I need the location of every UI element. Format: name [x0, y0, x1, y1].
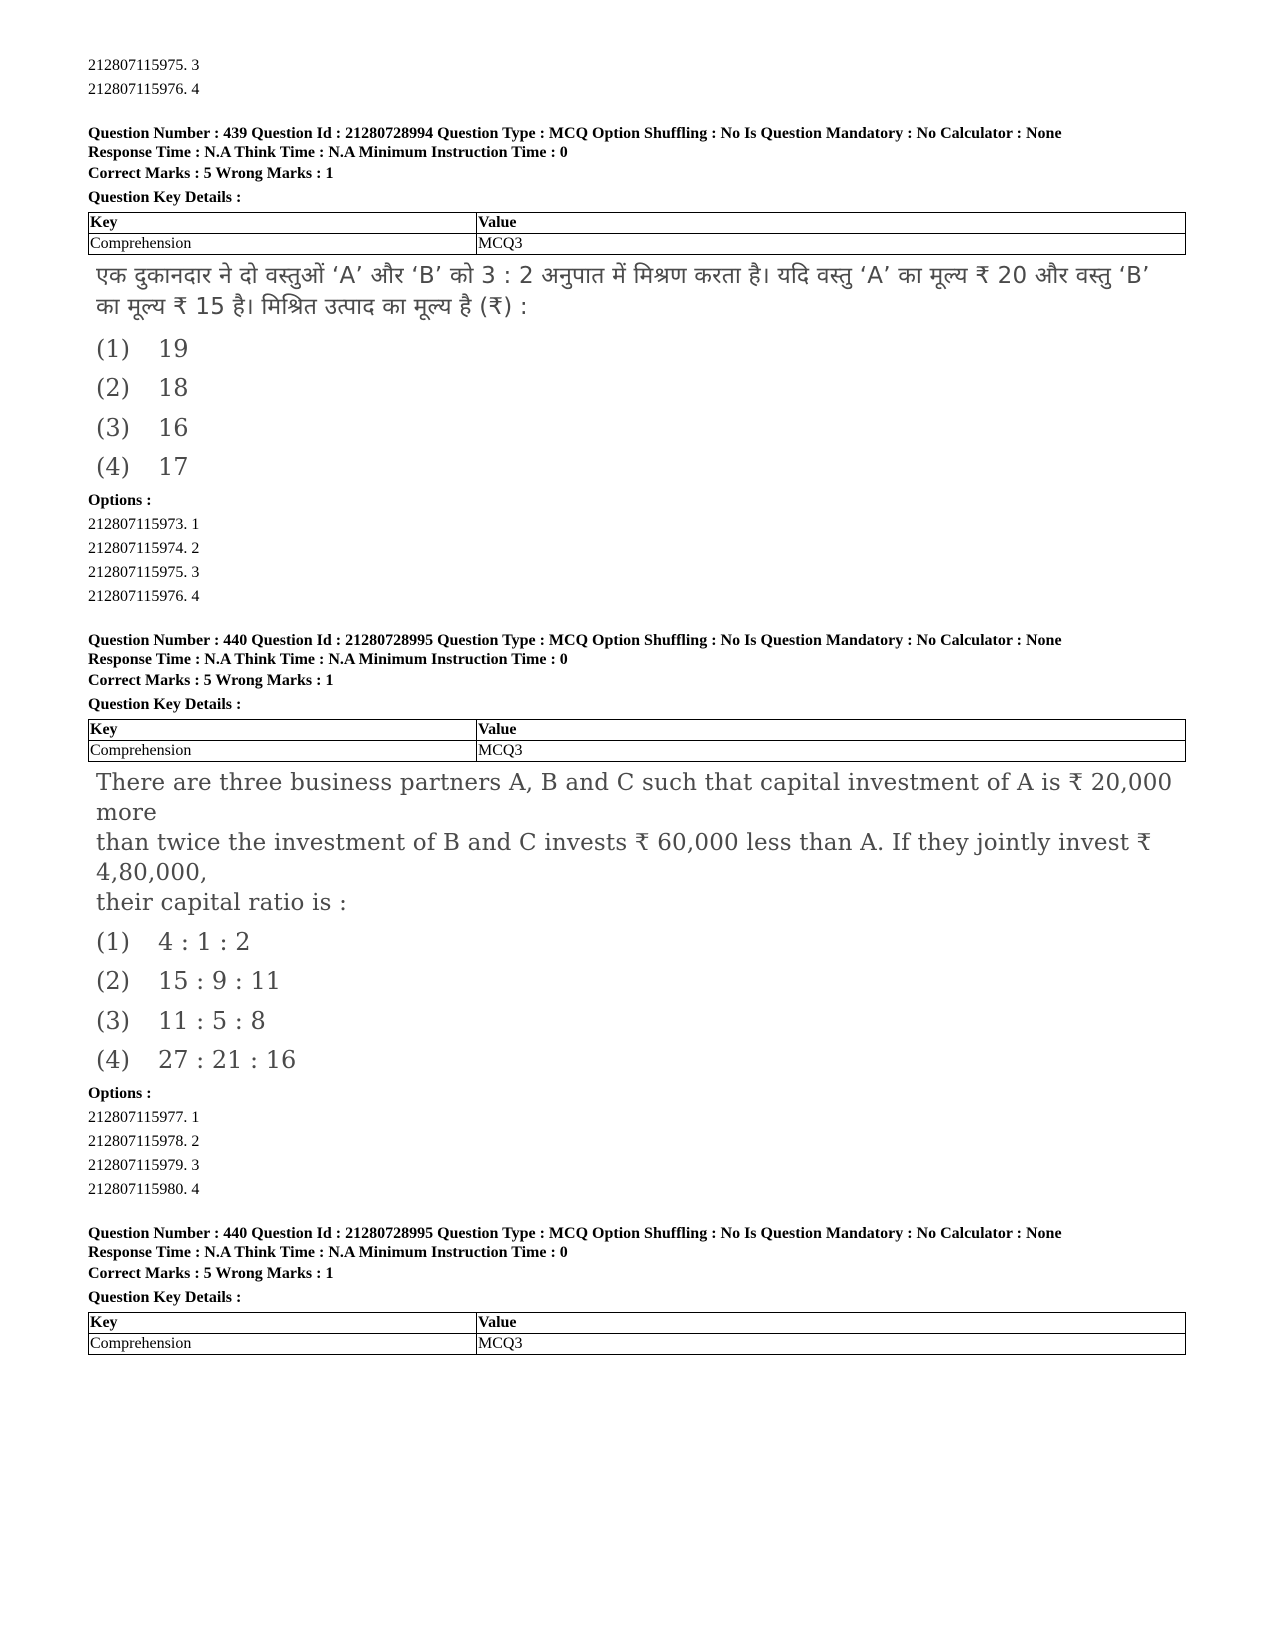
question-marks: Correct Marks : 5 Wrong Marks : 1: [88, 1265, 334, 1282]
top-options-list: [88, 54, 1188, 102]
choice-number: (3): [96, 413, 130, 442]
key-details-table: [88, 212, 1186, 255]
option-id: 212807115976. 4: [88, 588, 200, 605]
question-text-line: एक दुकानदार ने दो वस्तुओं ‘A’ और ‘B’ को 3 : 2 अनुपात में मिश्रण करता है। यदि वस्तु ‘A’ का मूल्य ₹ 20 और वस्तु ‘B’: [96, 263, 1150, 289]
question-timing: Response Time : N.A Think Time : N.A Minimum Instruction Time : 0: [88, 1244, 568, 1261]
question-timing: Response Time : N.A Think Time : N.A Minimum Instruction Time : 0: [88, 651, 568, 668]
choice-number: (1): [96, 334, 130, 363]
choice: [96, 329, 1188, 369]
value-cell: MCQ3: [477, 234, 1186, 255]
choice-text: 4 : 1 : 2: [158, 927, 251, 956]
choice-number: (4): [96, 1046, 130, 1075]
choice-number: (4): [96, 453, 130, 482]
value-header: Value: [477, 213, 1186, 234]
document-page: [88, 54, 1188, 1355]
key-cell: Comprehension: [89, 1334, 477, 1355]
value-header: Value: [477, 1313, 1186, 1334]
choice-number: (2): [96, 967, 130, 996]
option-id: 212807115976. 4: [88, 81, 200, 98]
key-header: Key: [89, 213, 477, 234]
option-id: 212807115975. 3: [88, 564, 200, 581]
question-text-line: There are three business partners A, B and C such that capital investment of A is ₹ 20,000 more: [96, 770, 1173, 826]
question-content: [96, 261, 1188, 487]
question-timing: Response Time : N.A Think Time : N.A Minimum Instruction Time : 0: [88, 144, 568, 161]
choice-number: (3): [96, 1006, 130, 1035]
options-label: Options :: [88, 492, 152, 509]
key-details-table: [88, 719, 1186, 762]
choice: [96, 369, 1188, 409]
choice-text: 16: [158, 413, 189, 442]
choice: [96, 1001, 1188, 1041]
option-id: 212807115977. 1: [88, 1109, 200, 1126]
key-header: Key: [89, 720, 477, 741]
value-cell: MCQ3: [477, 1334, 1186, 1355]
question-meta: Question Number : 439 Question Id : 21280728994 Question Type : MCQ Option Shuffling : No Is Question Mandatory : No Calculator : None: [88, 125, 1062, 142]
option-id: 212807115975. 3: [88, 57, 200, 74]
question-marks: Correct Marks : 5 Wrong Marks : 1: [88, 165, 334, 182]
key-header: Key: [89, 1313, 477, 1334]
question-text-line: their capital ratio is :: [96, 890, 348, 916]
question-meta: Question Number : 440 Question Id : 21280728995 Question Type : MCQ Option Shuffling : No Is Question Mandatory : No Calculator : None: [88, 1225, 1062, 1242]
question-marks: Correct Marks : 5 Wrong Marks : 1: [88, 672, 334, 689]
question-block-440-repeat: [88, 1224, 1188, 1355]
key-details-table: [88, 1312, 1186, 1355]
option-id: 212807115974. 2: [88, 540, 200, 557]
option-id: 212807115973. 1: [88, 516, 200, 533]
question-block-440: [88, 631, 1188, 1202]
choice-text: 19: [158, 334, 189, 363]
choice: [96, 448, 1188, 488]
choice-text: 18: [158, 374, 189, 403]
key-details-label: Question Key Details :: [88, 189, 242, 206]
question-content: [96, 768, 1188, 1080]
value-cell: MCQ3: [477, 741, 1186, 762]
option-id: 212807115979. 3: [88, 1157, 200, 1174]
question-block-439: [88, 124, 1188, 609]
key-cell: Comprehension: [89, 234, 477, 255]
choice: [96, 922, 1188, 962]
question-text-line: than twice the investment of B and C invests ₹ 60,000 less than A. If they jointly invest ₹ 4,80,000,: [96, 830, 1152, 886]
options-label: Options :: [88, 1085, 152, 1102]
option-id: 212807115978. 2: [88, 1133, 200, 1150]
option-id: 212807115980. 4: [88, 1181, 200, 1198]
key-details-label: Question Key Details :: [88, 1289, 242, 1306]
question-text-line: का मूल्य ₹ 15 है। मिश्रित उत्पाद का मूल्य है (₹) :: [96, 294, 528, 320]
choice-text: 27 : 21 : 16: [158, 1046, 297, 1075]
choice: [96, 1041, 1188, 1081]
choice-text: 15 : 9 : 11: [158, 967, 282, 996]
choice: [96, 408, 1188, 448]
value-header: Value: [477, 720, 1186, 741]
choice: [96, 962, 1188, 1002]
choice-text: 11 : 5 : 8: [158, 1006, 266, 1035]
choice-number: (1): [96, 927, 130, 956]
choice-number: (2): [96, 374, 130, 403]
key-details-label: Question Key Details :: [88, 696, 242, 713]
key-cell: Comprehension: [89, 741, 477, 762]
choice-text: 17: [158, 453, 189, 482]
question-meta: Question Number : 440 Question Id : 21280728995 Question Type : MCQ Option Shuffling : No Is Question Mandatory : No Calculator : None: [88, 632, 1062, 649]
